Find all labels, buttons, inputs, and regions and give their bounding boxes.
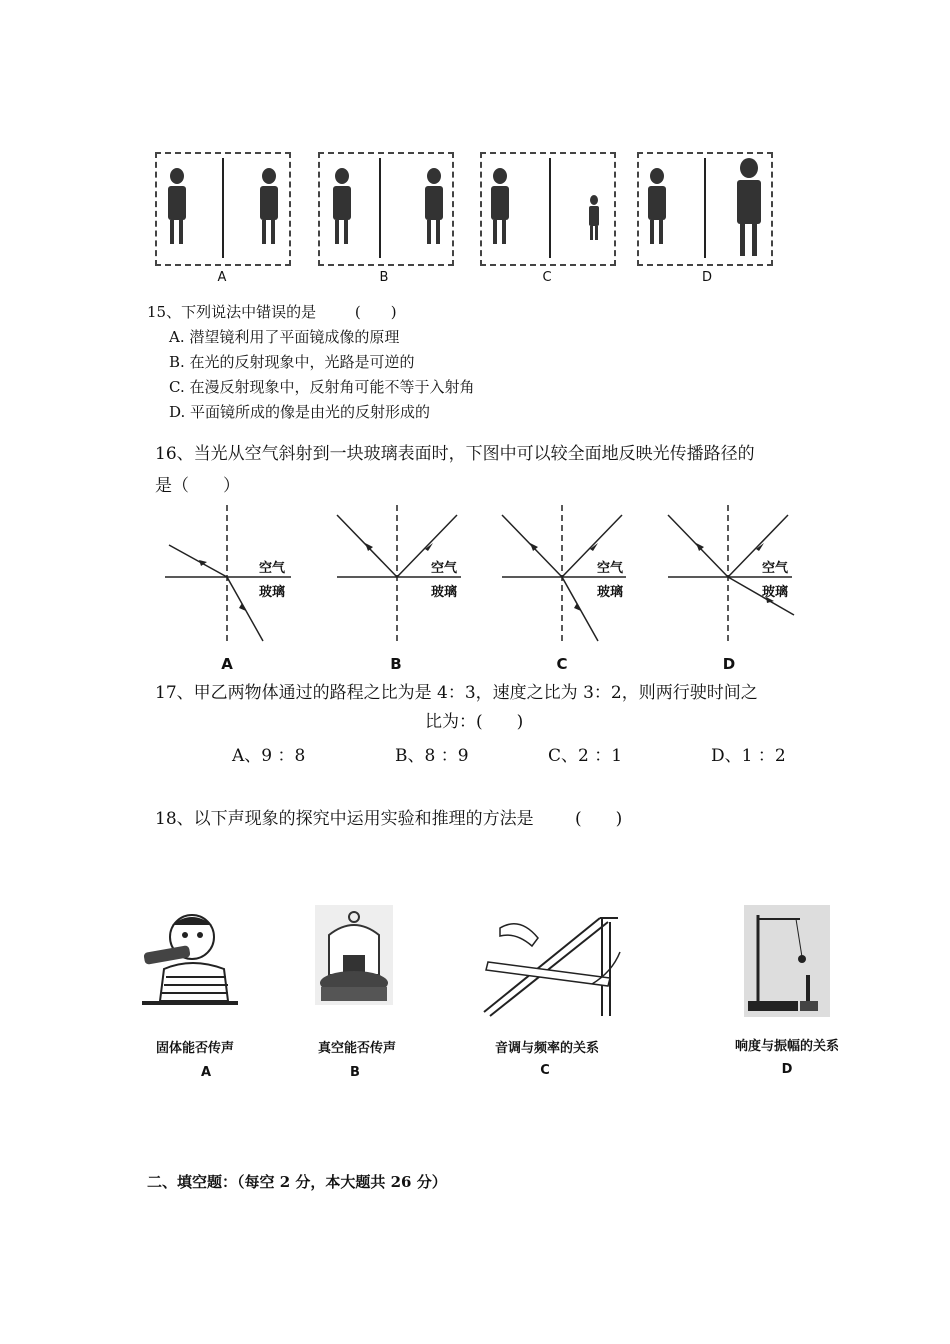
mirror-image-a bbox=[155, 152, 291, 266]
q15-answer-bracket[interactable]: ( ) bbox=[354, 303, 397, 321]
q15-option-c[interactable]: C. 在漫反射现象中，反射角可能不等于入射角 bbox=[169, 378, 475, 396]
label-air-d: 空气 bbox=[761, 561, 788, 576]
panel-label-c: C bbox=[542, 270, 552, 285]
panel-label-a: A bbox=[217, 270, 227, 285]
label-glass-b: 玻璃 bbox=[430, 585, 457, 600]
experiment-label-a: A bbox=[200, 1065, 212, 1080]
q16-stem-line2[interactable]: 是（ ） bbox=[155, 476, 240, 496]
panel-label-d: D bbox=[701, 270, 712, 285]
q15-stem: 15、下列说法中错误的是 bbox=[147, 303, 317, 321]
girl-image bbox=[260, 168, 278, 244]
experiment-label-c: C bbox=[540, 1063, 550, 1078]
label-glass-a: 玻璃 bbox=[258, 585, 285, 600]
experiment-label-b: B bbox=[350, 1065, 360, 1080]
experiment-caption-a: 固体能否传声 bbox=[155, 1041, 234, 1056]
question-18 bbox=[155, 808, 622, 830]
q15-option-a[interactable]: A. 潜望镜利用了平面镜成像的原理 bbox=[169, 328, 400, 346]
girl-figure bbox=[168, 168, 186, 244]
diagram-label-c: C bbox=[556, 655, 568, 673]
experiment-caption-c: 音调与频率的关系 bbox=[494, 1041, 599, 1056]
q15-option-b[interactable]: B. 在光的反射现象中，光路是可逆的 bbox=[169, 353, 415, 371]
label-glass-c: 玻璃 bbox=[596, 585, 623, 600]
q18-answer-bracket[interactable]: ( ) bbox=[575, 809, 623, 829]
experiment-caption-d: 响度与振幅的关系 bbox=[734, 1039, 839, 1054]
question-15 bbox=[147, 302, 397, 322]
panel-label-b: B bbox=[379, 270, 389, 285]
q17-stem-line2[interactable]: 比为：( ) bbox=[425, 712, 524, 732]
experiment-label-d: D bbox=[781, 1062, 793, 1077]
q17-option-d[interactable]: D、1 ：2 bbox=[711, 746, 786, 766]
experiment-image-a bbox=[142, 905, 238, 1005]
experiment-image-b bbox=[315, 905, 393, 1005]
q15-option-d[interactable]: D. 平面镜所成的像是由光的反射形成的 bbox=[169, 403, 431, 421]
section-2-title: 二、填空题：（每空 2 分，本大题共 26 分） bbox=[147, 1173, 447, 1191]
label-glass-d: 玻璃 bbox=[761, 585, 788, 600]
q17-option-b[interactable]: B、8 ：9 bbox=[395, 746, 469, 766]
diagram-label-b: B bbox=[390, 655, 402, 673]
mirror-image-c bbox=[480, 152, 616, 266]
q16-stem-line1: 16、当光从空气斜射到一块玻璃表面时，下图中可以较全面地反映光传播路径的 bbox=[155, 444, 755, 464]
q18-stem: 18、以下声现象的探究中运用实验和推理的方法是 bbox=[155, 809, 534, 829]
mirror-image-b bbox=[318, 152, 454, 266]
q17-stem-line1: 17、甲乙两物体通过的路程之比为是 4：3，速度之比为 3：2，则两行驶时间之 bbox=[155, 683, 758, 703]
q17-option-a[interactable]: A、9 ：8 bbox=[232, 746, 306, 766]
label-air-a: 空气 bbox=[258, 561, 285, 576]
diagram-label-d: D bbox=[722, 655, 736, 673]
experiment-image-c bbox=[480, 912, 620, 1017]
q17-option-c[interactable]: C、2 ：1 bbox=[548, 746, 623, 766]
label-air-b: 空气 bbox=[430, 561, 457, 576]
label-air-c: 空气 bbox=[596, 561, 623, 576]
mirror-image-d bbox=[637, 152, 773, 266]
diagram-label-a: A bbox=[221, 655, 233, 673]
experiment-caption-b: 真空能否传声 bbox=[317, 1041, 396, 1056]
experiment-image-d bbox=[744, 905, 830, 1017]
